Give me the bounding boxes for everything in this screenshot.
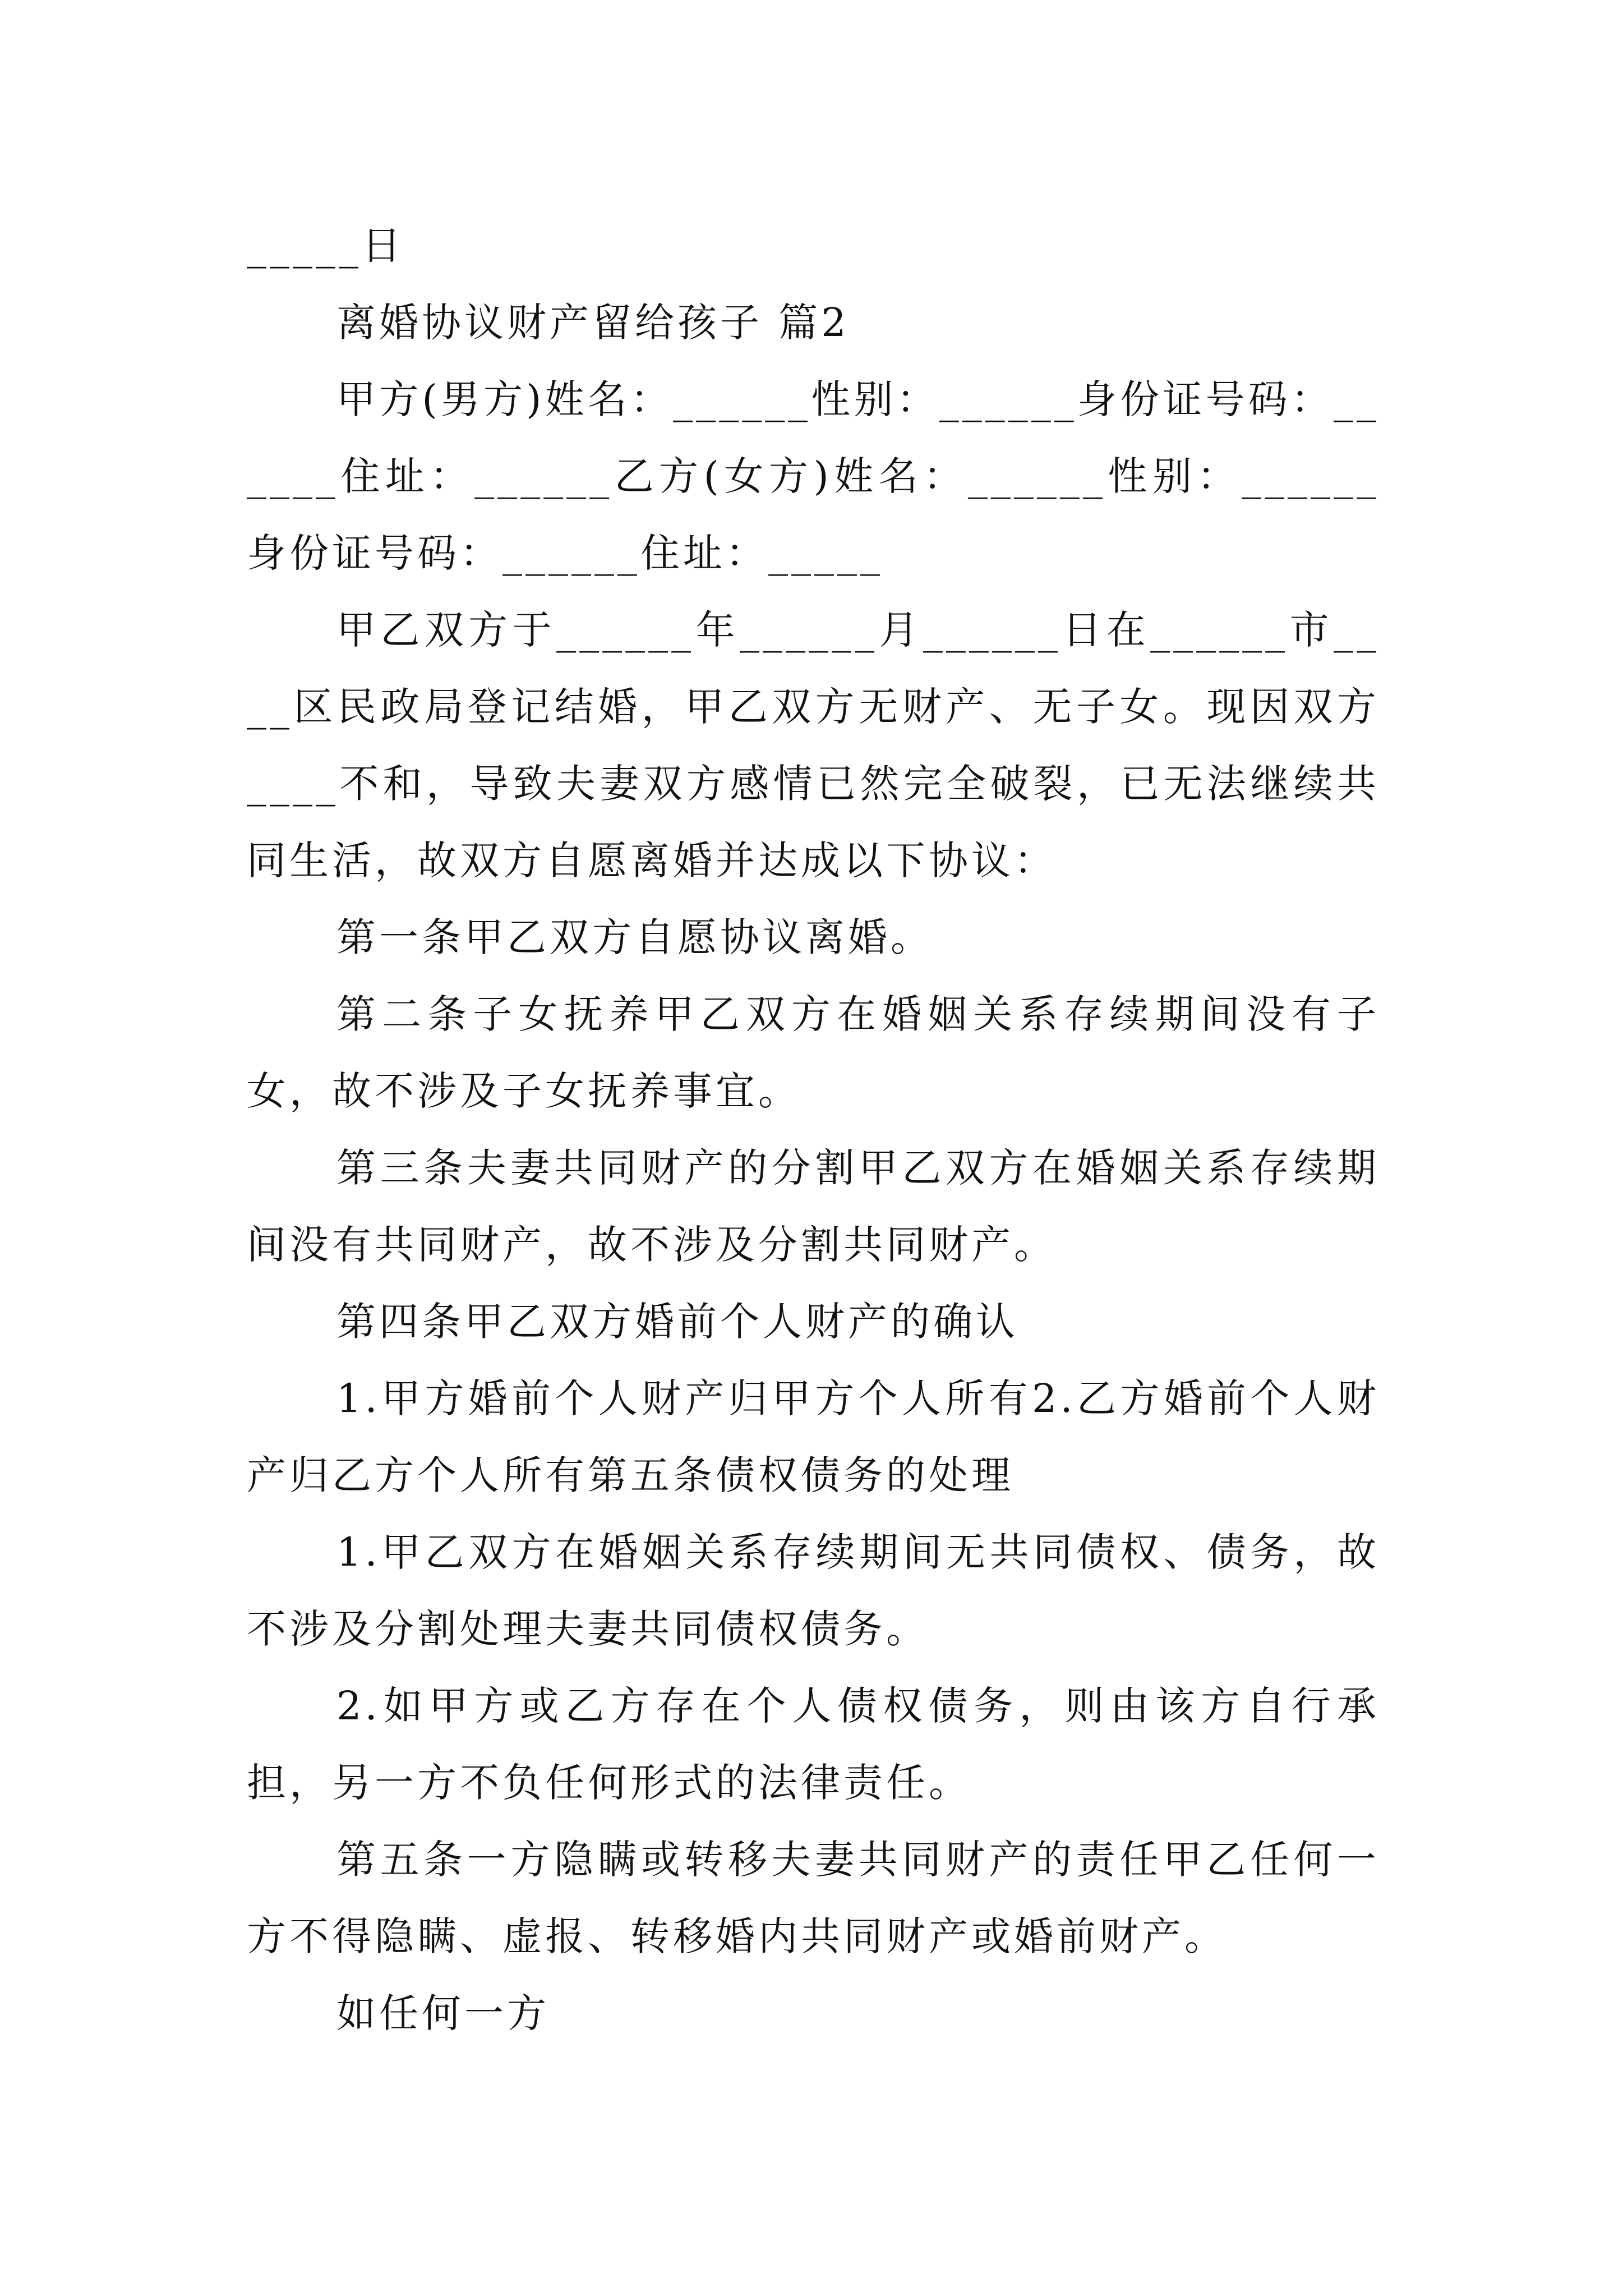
paragraph-truncated: 如任何一方: [336, 1990, 550, 2036]
debt-item-2: 2.如甲方或乙方存在个人债权债务，则由该方自行承担，另一方不负任何形式的法律责任。: [247, 1683, 1380, 1806]
clause-1-divorce: 第一条甲乙双方自愿协议离婚。: [336, 914, 933, 960]
paragraph-party-info: 甲方(男方)姓名：______性别：______身份证号码：______住址：______乙方(女方)姓名：______性别：______身份证号码：______住址：_____: [247, 376, 1380, 576]
paragraph-marriage-registration: 甲乙双方于______年______月______日在______市____区民政局登记结婚，甲乙双方无财产、无子女。现因双方____不和，导致夫妻双方感情已然完全破裂，已无法继续共同生活，故双方自愿离婚并达成以下协议：: [247, 607, 1380, 884]
clause-2-child-custody: 第二条子女抚养甲乙双方在婚姻关系存续期间没有子女，故不涉及子女抚养事宜。: [247, 991, 1380, 1114]
debt-item-1: 1.甲乙双方在婚姻关系存续期间无共同债权、债务，故不涉及分割处理夫妻共同债权债务。: [247, 1529, 1380, 1652]
clause-3-joint-property: 第三条夫妻共同财产的分割甲乙双方在婚姻关系存续期间没有共同财产，故不涉及分割共同财产。: [247, 1145, 1380, 1268]
clause-4-items: 1.甲方婚前个人财产归甲方个人所有2.乙方婚前个人财产归乙方个人所有第五条债权债务的处理: [247, 1375, 1380, 1498]
clause-4-premarital-property: 第四条甲乙双方婚前个人财产的确认: [336, 1299, 1018, 1345]
clause-5-concealment: 第五条一方隐瞒或转移夫妻共同财产的责任甲乙任何一方不得隐瞒、虚报、转移婚内共同财产或婚前财产。: [247, 1837, 1380, 1959]
paragraph-date-tail: _____日: [247, 223, 404, 269]
document-page: [247, 208, 1380, 2052]
section-title: 离婚协议财产留给孩子 篇2: [336, 300, 850, 346]
